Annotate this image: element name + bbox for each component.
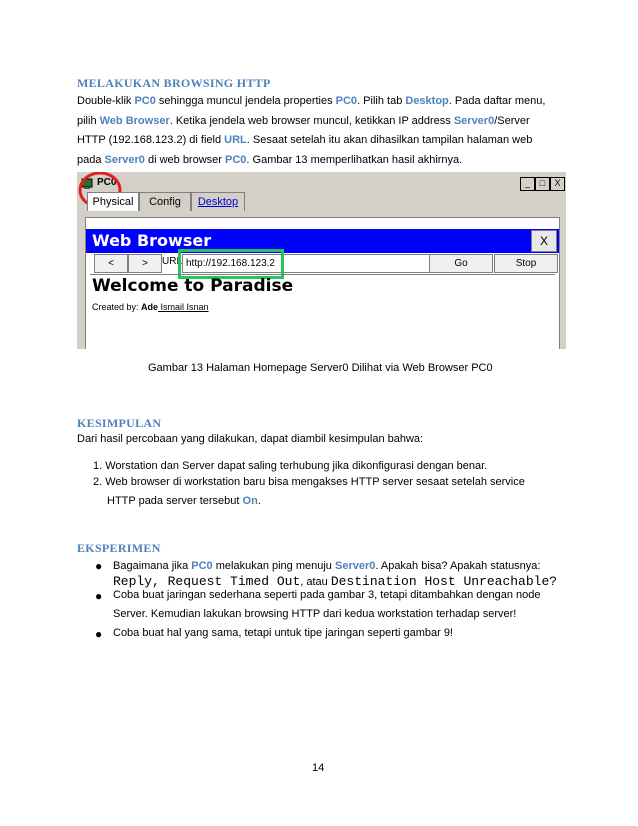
- highlight-term: Server0: [453, 114, 495, 127]
- eksperimen-item-3: Coba buat hal yang sama, tetapi untuk tipe jaringan seperti gambar 9!: [113, 627, 453, 639]
- text-run: Double-klik: [77, 95, 135, 107]
- highlight-term: Server0: [104, 153, 145, 166]
- close-window-button[interactable]: X: [550, 177, 565, 191]
- eksperimen-item-2-line1: Coba buat jaringan sederhana seperti pada gambar 3, tetapi ditambahkan dengan node: [113, 589, 541, 601]
- text-run: di web browser: [144, 153, 225, 166]
- b1-pc0: PC0: [191, 560, 213, 572]
- back-button[interactable]: <: [94, 254, 128, 273]
- created-by-rest: Ismail Isnan: [158, 302, 209, 312]
- created-by-first: Ade: [141, 302, 159, 312]
- text-run: . Pilih tab: [357, 95, 406, 107]
- url-label: URL: [162, 256, 183, 267]
- highlight-term: PC0: [225, 153, 247, 166]
- text-run: . Pada daftar menu,: [448, 95, 546, 107]
- tab-desktop[interactable]: Desktop: [191, 192, 245, 211]
- text-run: pada: [77, 153, 105, 166]
- maximize-button[interactable]: □: [535, 177, 550, 191]
- section-heading-browsing: MELAKUKAN BROWSING HTTP: [77, 76, 271, 90]
- b1-atau: , atau: [300, 576, 331, 588]
- b1-dhu: Destination Host Unreachable?: [330, 574, 558, 589]
- b1-pre: Bagaimana jika: [113, 560, 192, 572]
- kesimpulan-intro: Dari hasil percobaan yang dilakukan, dapat diambil kesimpulan bahwa:: [77, 433, 424, 445]
- b1-post: . Apakah bisa? Apakah statusnya:: [375, 560, 541, 572]
- eksperimen-item-2-line2: Server. Kemudian lakukan browsing HTTP dari kedua workstation terhadap server!: [113, 608, 517, 620]
- close-browser-button[interactable]: X: [531, 230, 557, 252]
- item2-text: HTTP pada server tersebut: [107, 495, 243, 507]
- paragraph-line: [77, 112, 577, 132]
- text-run: . Ketika jendela web browser muncul, ketikkan IP address: [169, 114, 454, 127]
- text-run: HTTP (192.168.123.2) di field: [77, 134, 225, 146]
- minimize-button[interactable]: _: [520, 177, 535, 191]
- created-by-prefix: Created by:: [92, 302, 142, 312]
- tab-config[interactable]: Config: [139, 192, 191, 211]
- item2-end: .: [257, 495, 261, 507]
- text-run: . Gambar 13 memperlihatkan hasil akhirnya.: [246, 153, 463, 166]
- web-browser-titlebar: [86, 229, 559, 253]
- paragraph-line: [77, 151, 577, 171]
- paragraph-line: [77, 92, 577, 112]
- section-heading-kesimpulan: KESIMPULAN: [77, 416, 162, 430]
- highlight-term: Web Browser: [99, 114, 170, 127]
- stop-button[interactable]: Stop: [494, 254, 558, 273]
- web-page-area: [90, 274, 555, 349]
- text-run: sehingga muncul jendela properties: [155, 95, 336, 107]
- highlight-term: Desktop: [405, 95, 449, 107]
- bullet-3: ●: [95, 627, 103, 641]
- b1-reply: Reply: [113, 574, 153, 589]
- b1-server: Server0: [334, 560, 376, 572]
- kesimpulan-item-2-cont: [107, 493, 261, 509]
- url-input[interactable]: http://192.168.123.2: [182, 254, 433, 273]
- b1-rto: Request Timed Out: [167, 574, 301, 589]
- figure-screenshot: [77, 172, 566, 349]
- b1-comma: ,: [152, 574, 168, 589]
- figure-caption: Gambar 13 Halaman Homepage Server0 Dilihat via Web Browser PC0: [148, 362, 493, 374]
- kesimpulan-item-2: 2. Web browser di workstation baru bisa mengakses HTTP server sesaat setelah service: [93, 476, 525, 488]
- desktop-panel: [85, 217, 560, 349]
- window-title: PC0: [97, 177, 117, 188]
- bullet-2: ●: [95, 589, 103, 603]
- highlight-term: PC0: [335, 95, 358, 107]
- page-number: 14: [312, 762, 325, 774]
- bullet-1: ●: [95, 559, 103, 573]
- web-browser-title: Web Browser: [92, 231, 212, 250]
- created-by: [92, 302, 209, 312]
- highlight-term: URL: [224, 134, 247, 146]
- text-run: /Server: [494, 114, 530, 127]
- text-run: . Sesaat setelah itu akan dihasilkan tampilan halaman web: [246, 134, 533, 146]
- item2-on: On: [242, 495, 258, 507]
- page-heading: Welcome to Paradise: [92, 276, 294, 296]
- b1-mid: melakukan ping menuju: [212, 560, 335, 572]
- section-heading-eksperimen: EKSPERIMEN: [77, 541, 161, 555]
- go-button[interactable]: Go: [429, 254, 493, 273]
- section-paragraph-browsing: [77, 92, 577, 170]
- kesimpulan-item-1: 1. Worstation dan Server dapat saling terhubung jika dikonfigurasi dengan benar.: [93, 460, 488, 472]
- tab-physical[interactable]: Physical: [87, 192, 139, 211]
- highlight-term: PC0: [134, 95, 156, 107]
- forward-button[interactable]: >: [128, 254, 162, 273]
- text-run: pilih: [77, 114, 100, 127]
- paragraph-line: [77, 131, 577, 151]
